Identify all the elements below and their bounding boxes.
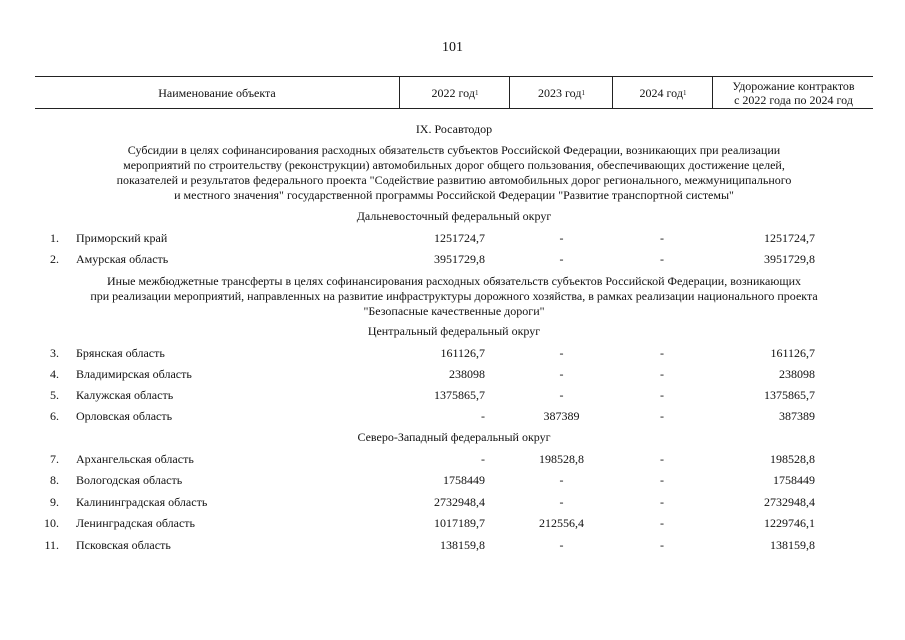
row-2022: 161126,7 [440, 346, 485, 360]
row-number: 11. [44, 538, 59, 552]
row-2024: - [660, 495, 664, 509]
row-number: 9. [50, 495, 59, 509]
row-2023: 387389 [543, 409, 580, 423]
row-2022: 1251724,7 [434, 231, 485, 245]
row-name: Амурская область [76, 252, 169, 266]
row-number: 10. [44, 516, 59, 530]
row-2023: - [559, 252, 564, 266]
row-2023: - [559, 346, 564, 360]
row-increase: 1251724,7 [764, 231, 815, 245]
row-number: 7. [50, 452, 59, 466]
row-2022: 2732948,4 [434, 495, 485, 509]
row-2024: - [660, 231, 664, 245]
table-row [0, 230, 905, 246]
transfers-line: при реализации мероприятий, направленных на развитие инфраструктуры дорожного хозяйства, в рамках реализации национального проекта [90, 289, 818, 303]
header-2024-label: 2024 год [639, 85, 683, 100]
table-row [0, 494, 905, 510]
header-2022-label: 2022 год [431, 85, 475, 100]
row-2023: - [559, 231, 564, 245]
header-increase-line1: Удорожание контрактов [732, 78, 855, 93]
subsidy-description [35, 143, 873, 203]
header-increase [712, 77, 874, 108]
row-2023: - [559, 473, 564, 487]
row-2023: - [559, 538, 564, 552]
row-2024: - [660, 346, 664, 360]
page-number: 101 [442, 40, 463, 55]
row-increase: 3951729,8 [764, 252, 815, 266]
subsidy-line: мероприятий по строительству (реконструкции) автомобильных дорог общего пользования, обеспечивающих достижение целей, [123, 158, 785, 172]
row-increase: 1375865,7 [764, 388, 815, 402]
row-2022: 238098 [449, 367, 485, 381]
row-increase: 2732948,4 [764, 495, 815, 509]
subsidy-line: Субсидии в целях софинансирования расходных обязательств субъектов Российской Федерации, возникающих при реализации [127, 143, 781, 157]
header-name-column [35, 77, 399, 108]
table-row [0, 515, 905, 531]
row-2024: - [660, 452, 664, 466]
table-header [35, 76, 873, 109]
row-2022: 138159,8 [440, 538, 485, 552]
row-2023: - [559, 495, 564, 509]
row-number: 3. [50, 346, 59, 360]
transfers-line: Иные межбюджетные трансферты в целях софинансирования расходных обязательств субъектов Российской Федерации, возникающих [106, 274, 801, 288]
row-number: 1. [50, 231, 59, 245]
subsidy-line: и местного значения" государственной программы Российской Федерации "Развитие транспортной системы" [174, 188, 734, 202]
header-2023: 2023 год 1 [509, 77, 613, 108]
row-increase: 238098 [779, 367, 815, 381]
row-2024: - [660, 473, 664, 487]
row-name: Ленинградская область [76, 516, 195, 530]
table-row [0, 387, 905, 403]
row-increase: 1229746,1 [764, 516, 815, 530]
row-name: Приморский край [76, 231, 168, 245]
row-2024: - [660, 538, 664, 552]
row-2023: - [559, 367, 564, 381]
table-row [0, 251, 905, 267]
row-2022: 3951729,8 [434, 252, 485, 266]
row-2023: 198528,8 [539, 452, 584, 466]
header-2023-label: 2023 год [538, 85, 582, 100]
row-2023: 212556,4 [539, 516, 584, 530]
row-2024: - [660, 409, 664, 423]
table-row [0, 451, 905, 467]
row-name: Брянская область [76, 346, 165, 360]
row-name: Орловская область [76, 409, 173, 423]
row-name: Владимирская область [76, 367, 192, 381]
row-name: Псковская область [76, 538, 171, 552]
transfers-line: "Безопасные качественные дороги" [363, 304, 545, 318]
row-increase: 198528,8 [770, 452, 815, 466]
row-2024: - [660, 252, 664, 266]
district-heading: Дальневосточный федеральный округ [356, 209, 552, 223]
row-increase: 387389 [779, 409, 815, 423]
row-increase: 161126,7 [770, 346, 815, 360]
header-name-label: Наименование объекта [158, 85, 276, 100]
row-increase: 1758449 [773, 473, 815, 487]
header-increase-line2: с 2022 года по 2024 год [734, 92, 853, 107]
row-2022: - [481, 409, 485, 423]
header-2022: 2022 год 1 [399, 77, 510, 108]
transfers-description [35, 274, 873, 319]
row-2022: 1017189,7 [434, 516, 485, 530]
row-2022: 1375865,7 [434, 388, 485, 402]
table-row [0, 366, 905, 382]
row-increase: 138159,8 [770, 538, 815, 552]
table-row [0, 345, 905, 361]
table-row [0, 472, 905, 488]
row-number: 5. [50, 388, 59, 402]
row-name: Калининградская область [76, 495, 208, 509]
row-name: Архангельская область [76, 452, 194, 466]
table-row [0, 408, 905, 424]
header-2024: 2024 год 1 [612, 77, 713, 108]
row-2022: - [481, 452, 485, 466]
row-number: 6. [50, 409, 59, 423]
row-2023: - [559, 388, 564, 402]
row-name: Калужская область [76, 388, 174, 402]
section-title: IX. Росавтодор [415, 122, 493, 136]
row-name: Вологодская область [76, 473, 183, 487]
district-heading: Центральный федеральный округ [367, 324, 541, 338]
row-number: 4. [50, 367, 59, 381]
row-2022: 1758449 [443, 473, 485, 487]
subsidy-line: показателей и результатов федерального проекта "Содействие развитию автомобильных дорог регионального, межмуниципального [116, 173, 792, 187]
table-row [0, 537, 905, 553]
district-heading: Северо-Западный федеральный округ [357, 430, 551, 444]
row-2024: - [660, 388, 664, 402]
row-number: 2. [50, 252, 59, 266]
row-number: 8. [50, 473, 59, 487]
row-2024: - [660, 516, 664, 530]
row-2024: - [660, 367, 664, 381]
